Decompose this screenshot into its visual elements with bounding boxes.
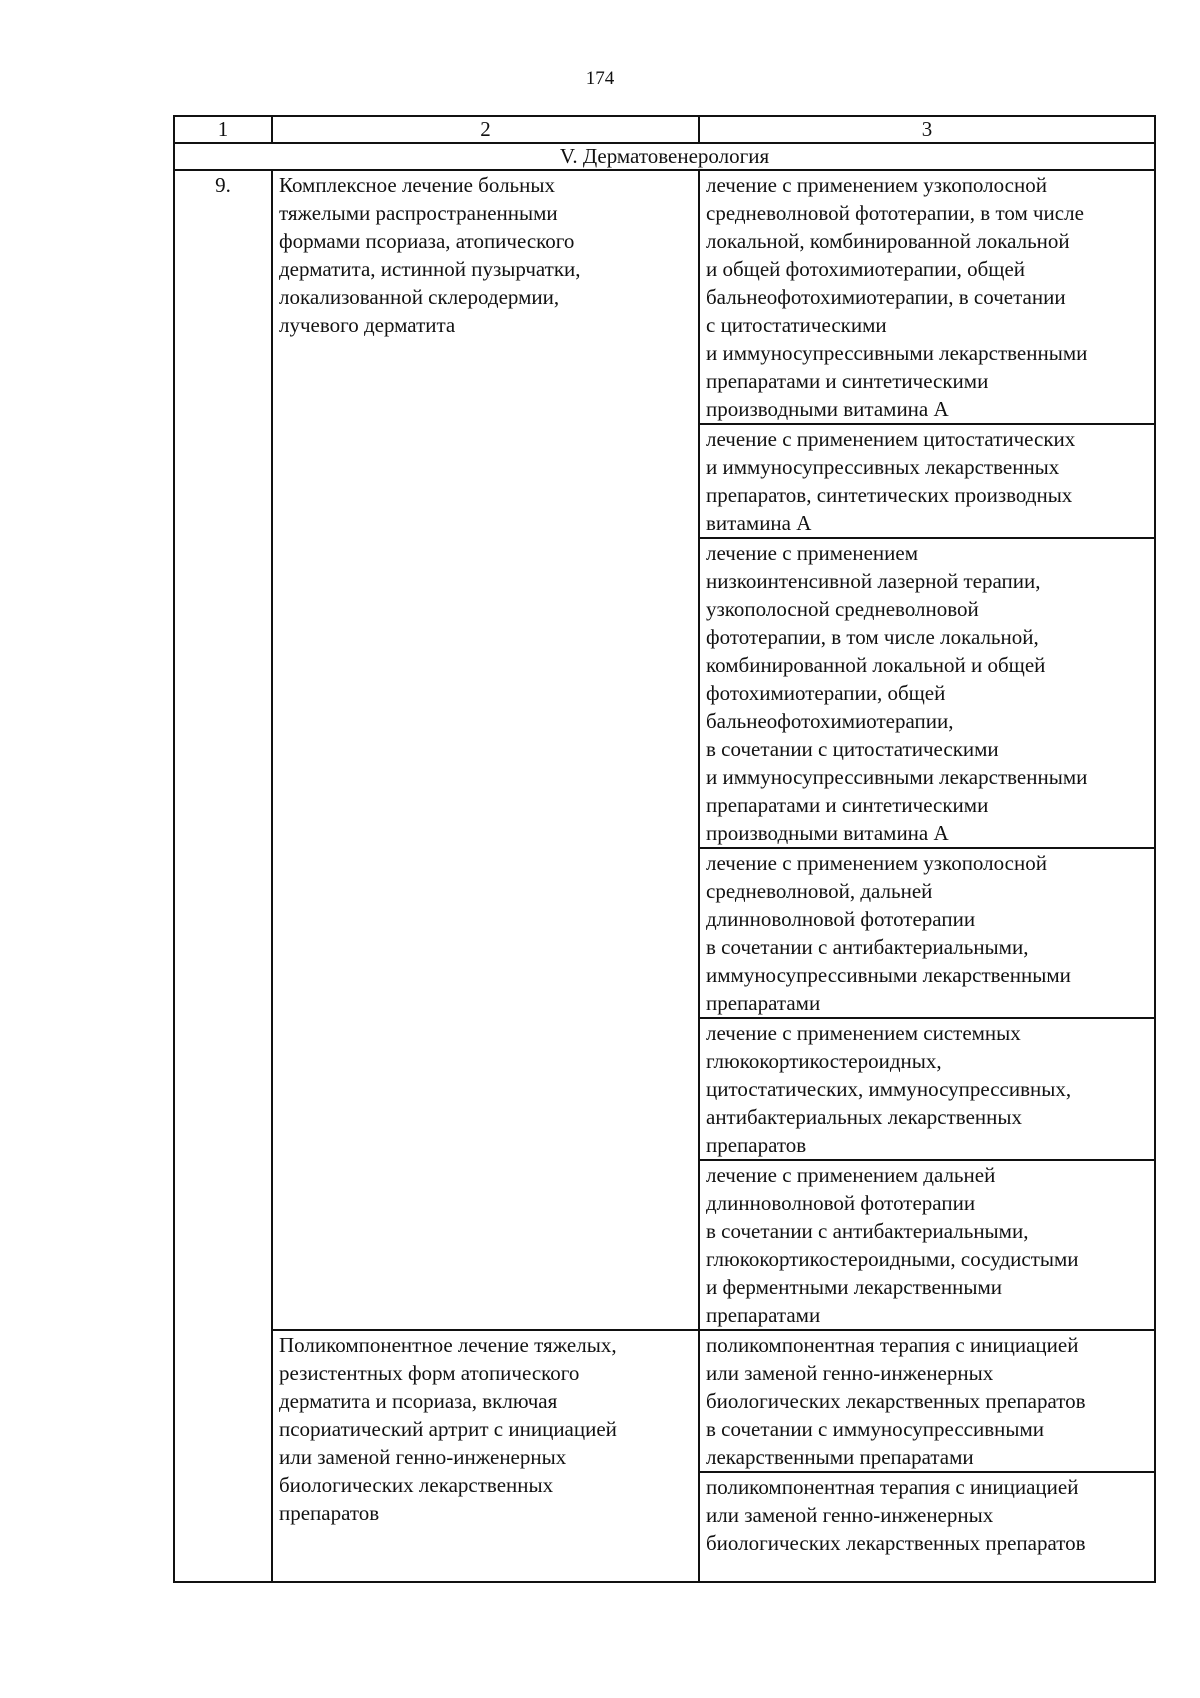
condition-text-1: Комплексное лечение больных тяжелыми распространенными формами псориаза, атопического дерматита, истинной пузырчатки, локализованной склеродермии, лучевого дерматита (272, 170, 699, 1330)
page-number: 174 (585, 68, 615, 89)
treatment-method: поликомпонентная терапия с инициацией или заменой генно-инженерных биологических лекарственных препаратов (699, 1472, 1155, 1582)
header-row (174, 116, 1155, 143)
treatment-method: лечение с применением цитостатических и иммуносупрессивных лекарственных препаратов, синтетических производных витамина А (699, 424, 1155, 538)
column-header-2: 2 (272, 116, 699, 143)
column-header-3: 3 (699, 116, 1155, 143)
row-number: 9. (174, 170, 272, 1582)
section-row (174, 143, 1155, 170)
table-row (174, 170, 1155, 424)
treatment-method: поликомпонентная терапия с инициацией или заменой генно-инженерных биологических лекарственных препаратов в сочетании с иммуносупрессивными лекарственными препаратами (699, 1330, 1155, 1472)
treatment-method: лечение с применением узкополосной средневолновой, дальней длинноволновой фототерапии в сочетании с антибактериальными, иммуносупрессивными лекарственными препаратами (699, 848, 1155, 1018)
treatment-method: лечение с применением системных глюкокортикостероидных, цитостатических, иммуносупрессивных, антибактериальных лекарственных препаратов (699, 1018, 1155, 1160)
condition-text-2: Поликомпонентное лечение тяжелых, резистентных форм атопического дерматита и псориаза, включая псориатический артрит с инициацией или заменой генно-инженерных биологических лекарственных препаратов (272, 1330, 699, 1582)
treatment-method: лечение с применением низкоинтенсивной лазерной терапии, узкополосной средневолновой фототерапии, в том числе локальной, комбинированной локальной и общей фотохимиотерапии, общей бальнеофотохимиотерапии, в сочетании с цитостатическими и иммуносупрессивными лекарственными препаратами и синтетическими производными витамина А (699, 538, 1155, 848)
table-row (174, 1330, 1155, 1472)
column-header-1: 1 (174, 116, 272, 143)
treatment-method: лечение с применением дальней длинноволновой фототерапии в сочетании с антибактериальными, глюкокортикостероидными, сосудистыми и ферментными лекарственными препаратами (699, 1160, 1155, 1330)
treatment-table (173, 115, 1156, 1583)
treatment-method: лечение с применением узкополосной средневолновой фототерапии, в том числе локальной, комбинированной локальной и общей фотохимиотерапии, общей бальнеофотохимиотерапии, в сочетании с цитостатическими и иммуносупрессивными лекарственными препаратами и синтетическими производными витамина А (699, 170, 1155, 424)
section-title: V. Дерматовенерология (174, 143, 1155, 170)
